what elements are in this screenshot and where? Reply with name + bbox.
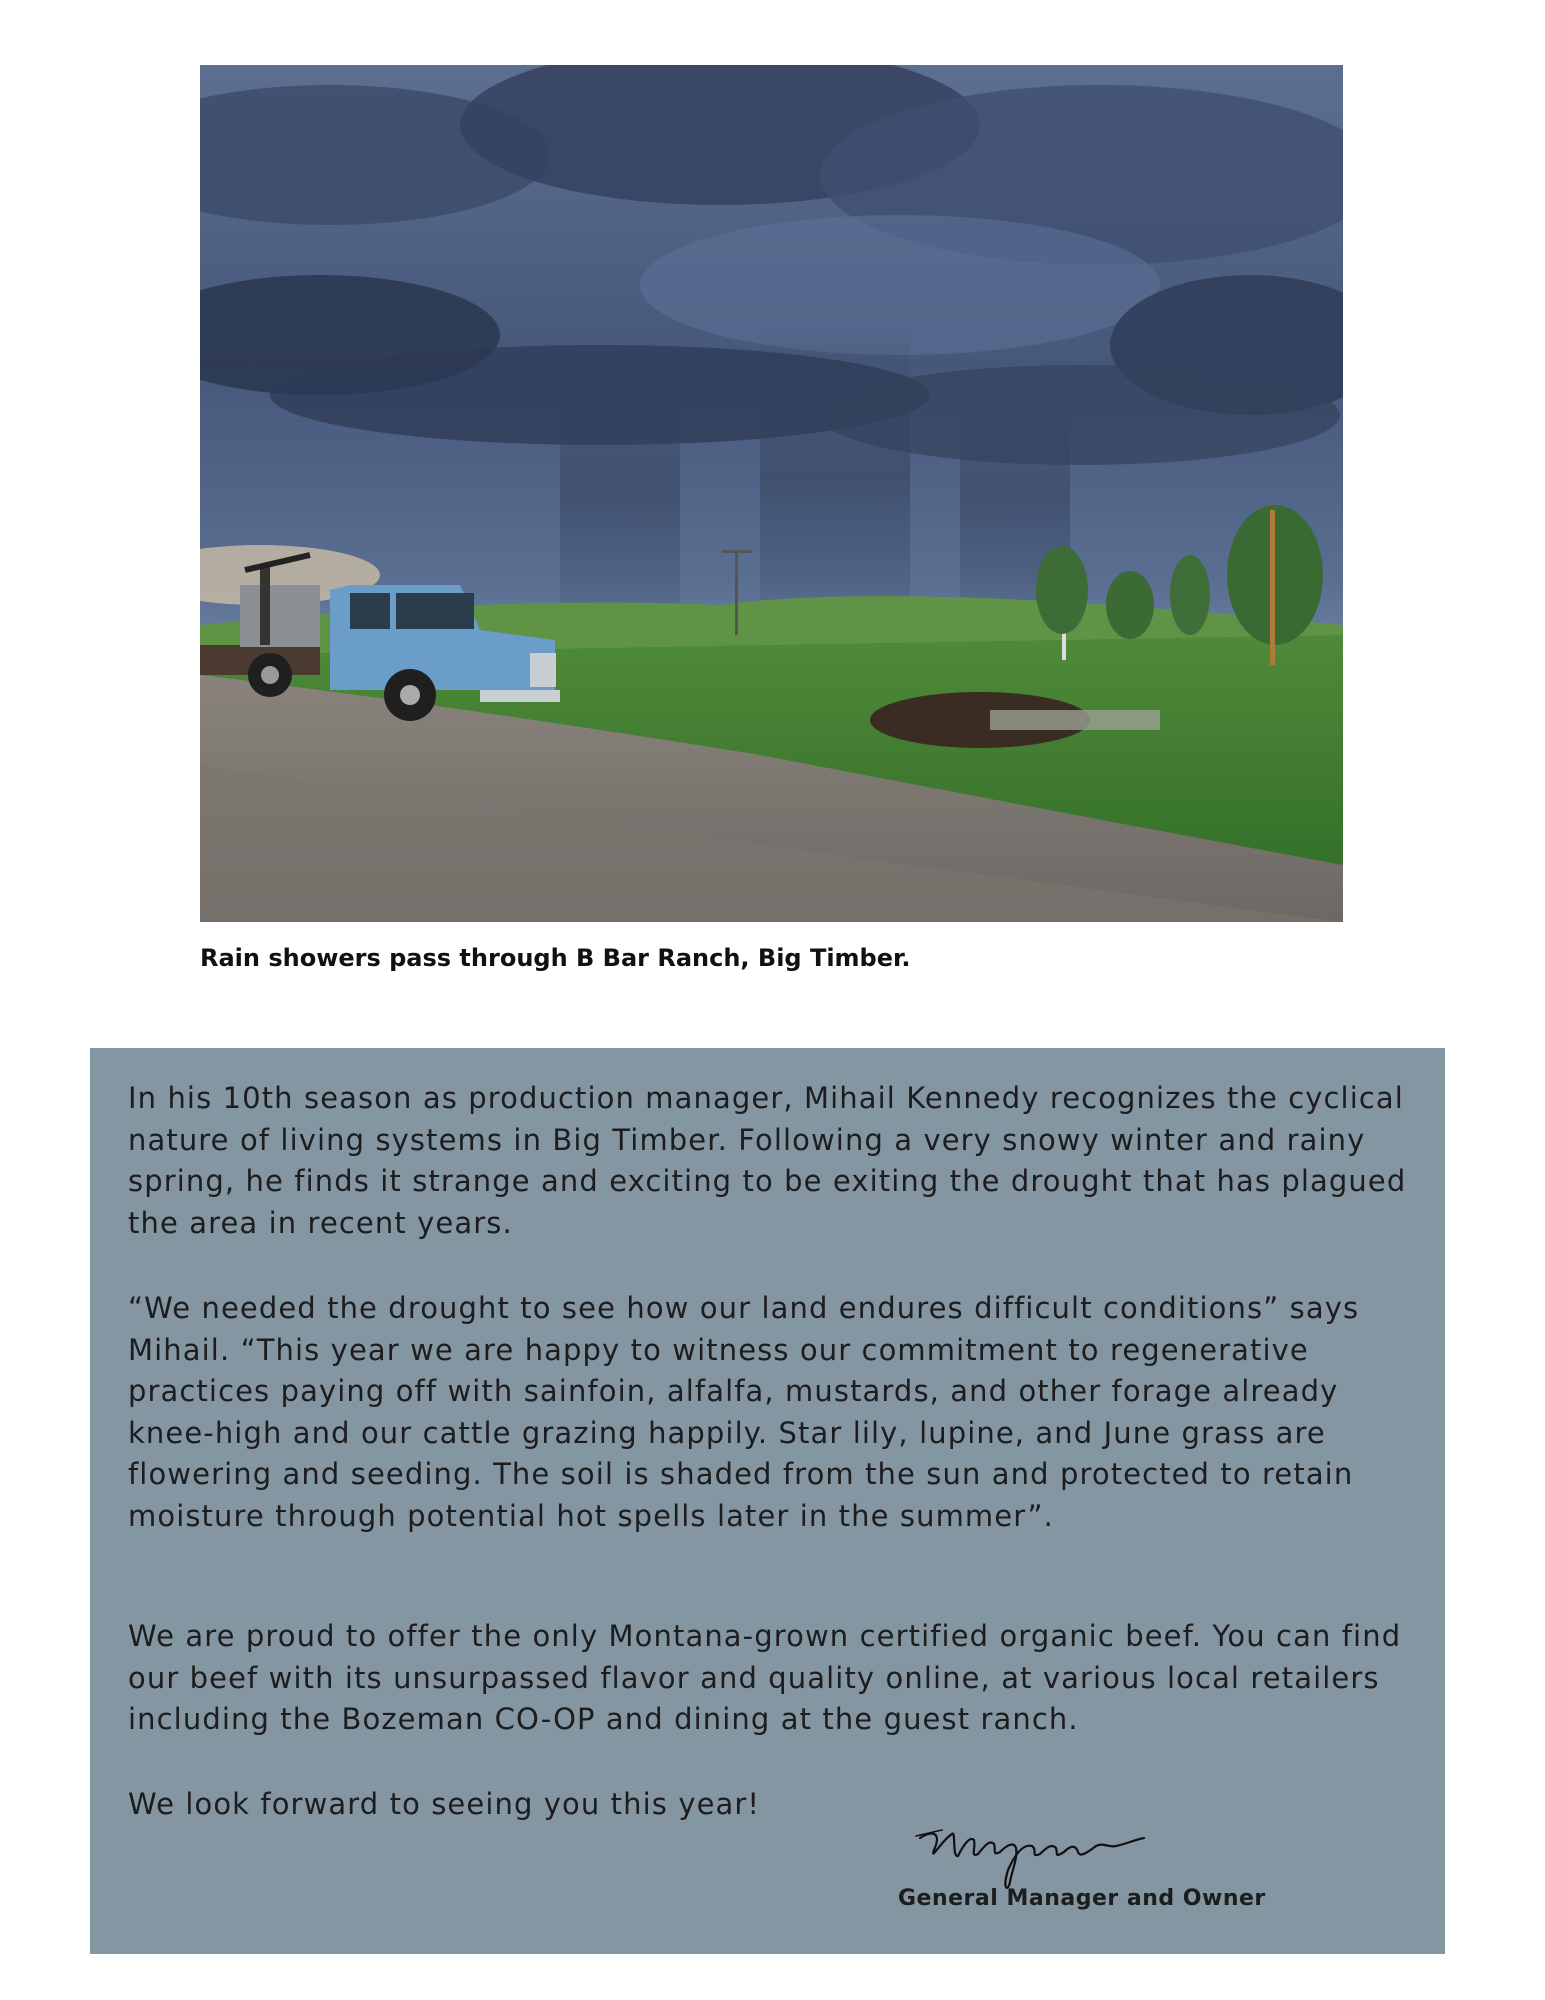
signature-title: General Manager and Owner xyxy=(898,1886,1266,1911)
ranch-photo xyxy=(200,65,1343,922)
letter-panel xyxy=(90,1048,1445,1954)
letter-paragraph: In his 10th season as production manager, Mihail Kennedy recognizes the cyclical nature of living systems in Big Timber. Following a very snowy winter and rainy spring, he finds it strange and exciting to be exiting the drought that has plagued the area in recent years. xyxy=(128,1081,1407,1240)
letter-paragraph: “We needed the drought to see how our land endures difficult conditions” says Mihail. “This year we are happy to witness our commitment to regenerative practices paying off with sainfoin, alfalfa, mustards, and other forage already knee-high and our cattle grazing happily. Star lily, lupine, and June grass are flowering and seeding. The soil is shaded from the sun and protected to retain moisture through potential hot spells later in the summer”. xyxy=(128,1291,1360,1533)
letter-paragraph: We are proud to offer the only Montana-grown certified organic beef. You can find our beef with its unsurpassed flavor and quality online, at various local retailers including the Bozeman CO-OP and dining at the guest ranch. xyxy=(128,1619,1402,1736)
photo-caption: Rain showers pass through B Bar Ranch, Big Timber. xyxy=(200,944,911,972)
letter-closing: We look forward to seeing you this year! xyxy=(128,1787,761,1821)
rain-shower xyxy=(560,325,1070,625)
storm-landscape-image xyxy=(200,65,1343,922)
handwritten-signature xyxy=(912,1800,1152,1900)
